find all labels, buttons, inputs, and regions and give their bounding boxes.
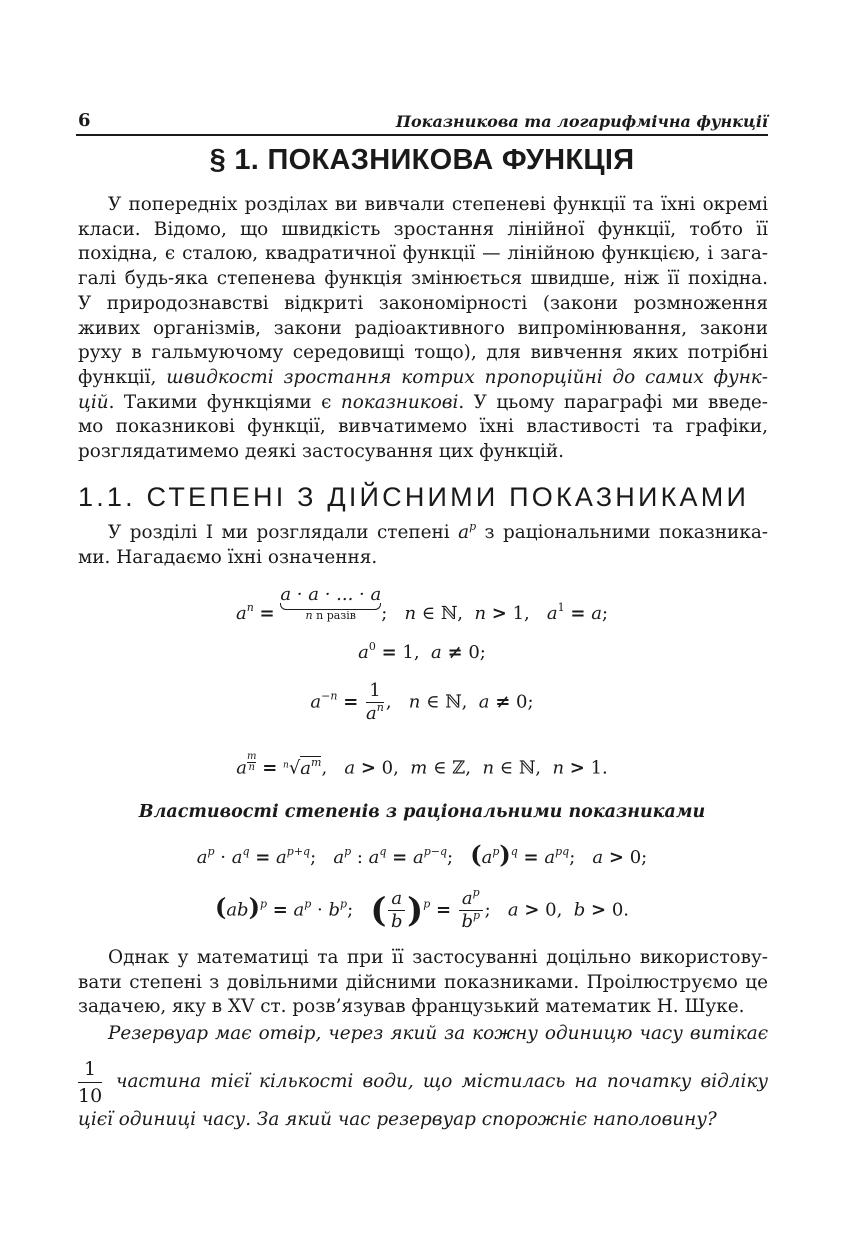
intro-paragraph xyxy=(78,193,768,465)
text-line: галі будь-яка степенева функція змінюється швидше, ніж її похідна. xyxy=(78,268,768,290)
text-line: ми. Нагадаємо їхні означення. xyxy=(78,546,378,568)
problem-line-2: частина тієї кількості води, що містилась на початку відліку xyxy=(116,1071,768,1092)
text-line: У розділі I ми розглядали степені $a^p$ з раціональними показника- xyxy=(108,520,768,543)
text-line: У попередніх розділах ви вивчали степеневі функції та їхні окремі xyxy=(108,194,768,215)
section-title: § 1. ПОКАЗНИКОВА ФУНКЦІЯ xyxy=(209,144,635,176)
text-line: вати степені з довільними дійсними показниками. Проілюструємо це xyxy=(78,971,768,993)
problem-line-3: цієї одиниці часу. За який час резервуар спорожніє наполовину? xyxy=(78,1109,717,1130)
text-line: Однак у математиці та при її застосуванні доцільно використову- xyxy=(108,947,768,968)
running-header xyxy=(76,108,768,136)
fraction-one-tenth: 1 10 xyxy=(78,1058,103,1107)
text-line: У природознавстві відкриті закономірності (закони розмноження xyxy=(78,292,768,314)
formula-zero-power: $a^0 = 1$, a ≠ 0; xyxy=(358,640,486,663)
subsection-intro xyxy=(78,521,768,570)
formula-properties-1: $a^p \cdot a^q = a^{p+q}$; $a^p$ : $a^q = a^{p-q}$; $(a^p)^q = a^{pq}$; a > 0; xyxy=(196,840,648,869)
page-number: 6 xyxy=(78,110,91,131)
underbrace-product: a · a · ... · a n n разів xyxy=(280,584,382,622)
text-line: живих організмів, закони радіоактивного випромінювання, закони xyxy=(78,317,768,339)
text-line: мо показникові функції, вивчатимемо їхні властивості та графіки, xyxy=(78,416,768,438)
text-line: класи. Відомо, що швидкість зростання лінійної функції, тобто її xyxy=(78,218,768,240)
text-line: похідна, є сталою, квадратичної функції — лінійною функцією, і зага- xyxy=(78,243,768,265)
text-line: руху в гальмуючому середовищі тощо), для вивчення яких потрібні xyxy=(78,342,768,364)
text-line: цій. Такими функціями є показникові. У цьому параграфі ми введе- xyxy=(78,391,768,413)
formula-rational-power: a $^{\frac{m}{n}}$ = $^n√a^m$, a > 0, m ∈ ℤ, n ∈ ℕ, n > 1. xyxy=(236,751,608,779)
formula-properties-2: $(ab)^p = a^p \cdot b^p$; ( $\frac{a}{b}$ )$^p$ = $\frac{a^p}{b^p}$ ; a > 0, b > 0. xyxy=(214,886,630,932)
formula-negative-power: $a^{-n}$ = $\frac{1}{a^n}$ , n ∈ ℕ, a ≠ 0; xyxy=(310,680,534,724)
subsection-title: 1.1. СТЕПЕНІ З ДІЙСНИМИ ПОКАЗНИКАМИ xyxy=(78,482,750,512)
text-line: розглядатимемо деякі застосування цих функцій. xyxy=(78,441,564,463)
text-line: функції, швидкості зростання котрих пропорційні до самих функ- xyxy=(78,366,769,388)
text-line: задачею, яку в XV ст. розв’язував французький математик Н. Шуке. xyxy=(78,996,745,1018)
properties-title: Властивості степенів з раціональними показниками xyxy=(138,802,706,822)
paragraph-2 xyxy=(78,946,768,1020)
running-title: Показникова та логарифмічна функції xyxy=(395,112,768,131)
formula-natural-power: $a^n = a \cdot a$ · ... · a n n разів ; n ∈ ℕ, n > 1, $a^1 = a$; xyxy=(235,584,609,624)
problem-line-1: Резервуар має отвір, через який за кожну одиницю часу витікає xyxy=(108,1023,768,1044)
